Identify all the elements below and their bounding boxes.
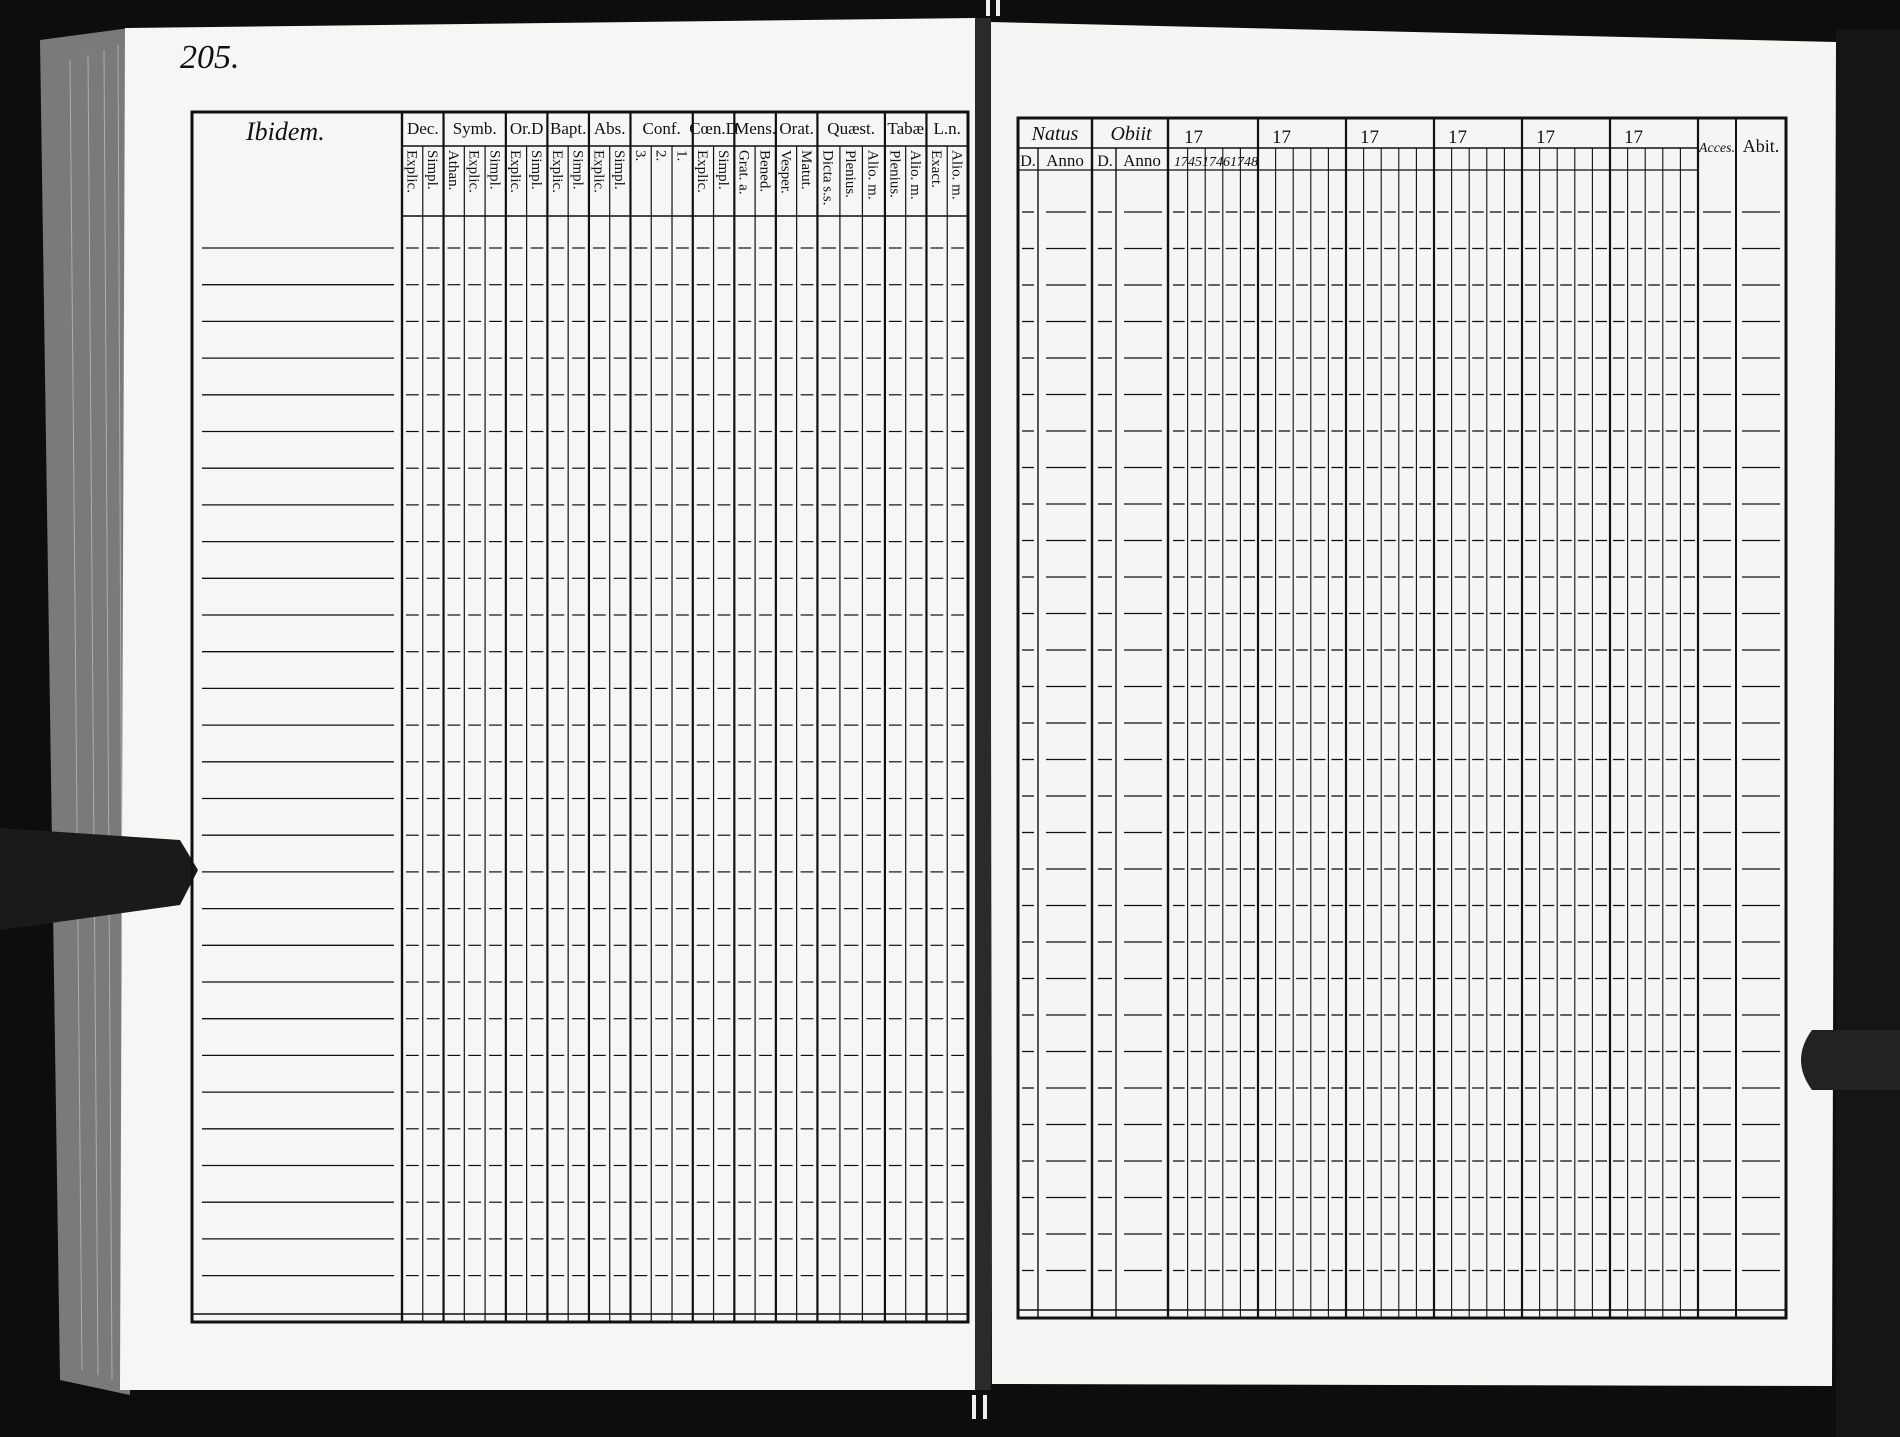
year-header-4: 17 [1536,127,1555,148]
year-entry-0: 1745 [1174,155,1202,170]
sub-header-label: 3. [631,150,648,162]
sub-header-label: Simpl. [611,150,628,190]
sub-header-label: Matut. [798,150,815,190]
obiit-year-header: Anno [1123,151,1161,170]
binding-mark-top [986,0,990,16]
sub-header-label: Athan. [444,150,461,191]
right-edge [1836,30,1900,1437]
sub-header-label: Exact. [927,150,944,188]
sub-header-label: Simpl. [424,150,441,190]
sub-header-label: Simpl. [714,150,731,190]
binding-mark-bottom [983,1395,987,1419]
abiit-header: Abit. [1742,136,1780,156]
sub-header-label: Simpl. [528,150,545,190]
group-header-7: Mens. [734,119,777,138]
group-header-8: Orat. [779,119,814,138]
sub-header-label: Plenius. [842,150,859,198]
sub-header-label: Explic. [403,150,420,193]
group-header-6: Cœn.D [689,119,738,138]
year-header-0: 17 [1184,127,1203,148]
year-header-3: 17 [1448,127,1467,148]
sub-header-label: Simpl. [486,150,503,190]
group-header-0: Dec. [406,119,439,138]
year-header-2: 17 [1360,127,1379,148]
group-header-4: Abs. [593,119,626,138]
sub-header-label: 2. [652,150,669,162]
sub-header-label: Vesper. [777,150,794,194]
natus-day-header: D. [1020,153,1036,170]
sub-header-label: 1. [673,150,690,162]
sub-header-label: Plenius. [886,150,903,198]
group-header-10: Tabæ [887,119,924,138]
right-clip [1801,1030,1900,1090]
sub-header-label: Explic. [465,150,482,193]
obiit-header: Obiit [1110,123,1152,145]
year-entry-2: 1748 [1230,155,1258,170]
name-column-header: Ibidem. [246,117,325,146]
year-header-5: 17 [1624,127,1643,148]
gutter [975,18,991,1390]
sub-header-label: Alio. m. [948,150,965,200]
group-header-11: L.n. [933,119,961,138]
page-number: 205. [180,39,240,76]
accessit-header: Acces. [1698,141,1736,156]
binding-mark-top [996,0,1000,16]
sub-header-label: Simpl. [569,150,586,190]
left-page [120,18,980,1390]
sub-header-label: Explic. [694,150,711,193]
sub-header-label: Alio. m. [864,150,881,200]
obiit-day-header: D. [1097,153,1113,170]
sub-header-label: Alio. m. [907,150,924,200]
natus-year-header: Anno [1046,151,1084,170]
binding-mark-bottom [972,1395,976,1419]
sub-header-label: Explic. [548,150,565,193]
right-page [990,22,1836,1386]
sub-header-label: Explic. [590,150,607,193]
sub-header-label: Dicta s.s. [819,150,836,206]
year-header-1: 17 [1272,127,1291,148]
group-header-2: Or.D [509,119,544,138]
sub-header-label: Explic. [507,150,524,193]
group-header-5: Conf. [642,119,681,138]
group-header-9: Quæst. [827,119,876,138]
sub-header-label: Bened. [756,150,773,193]
natus-header: Natus [1031,123,1079,145]
group-header-1: Symb. [452,119,497,138]
year-entry-1: 1746 [1202,155,1230,170]
sub-header-label: Grat. a. [735,150,752,195]
group-header-3: Bapt. [549,119,587,138]
